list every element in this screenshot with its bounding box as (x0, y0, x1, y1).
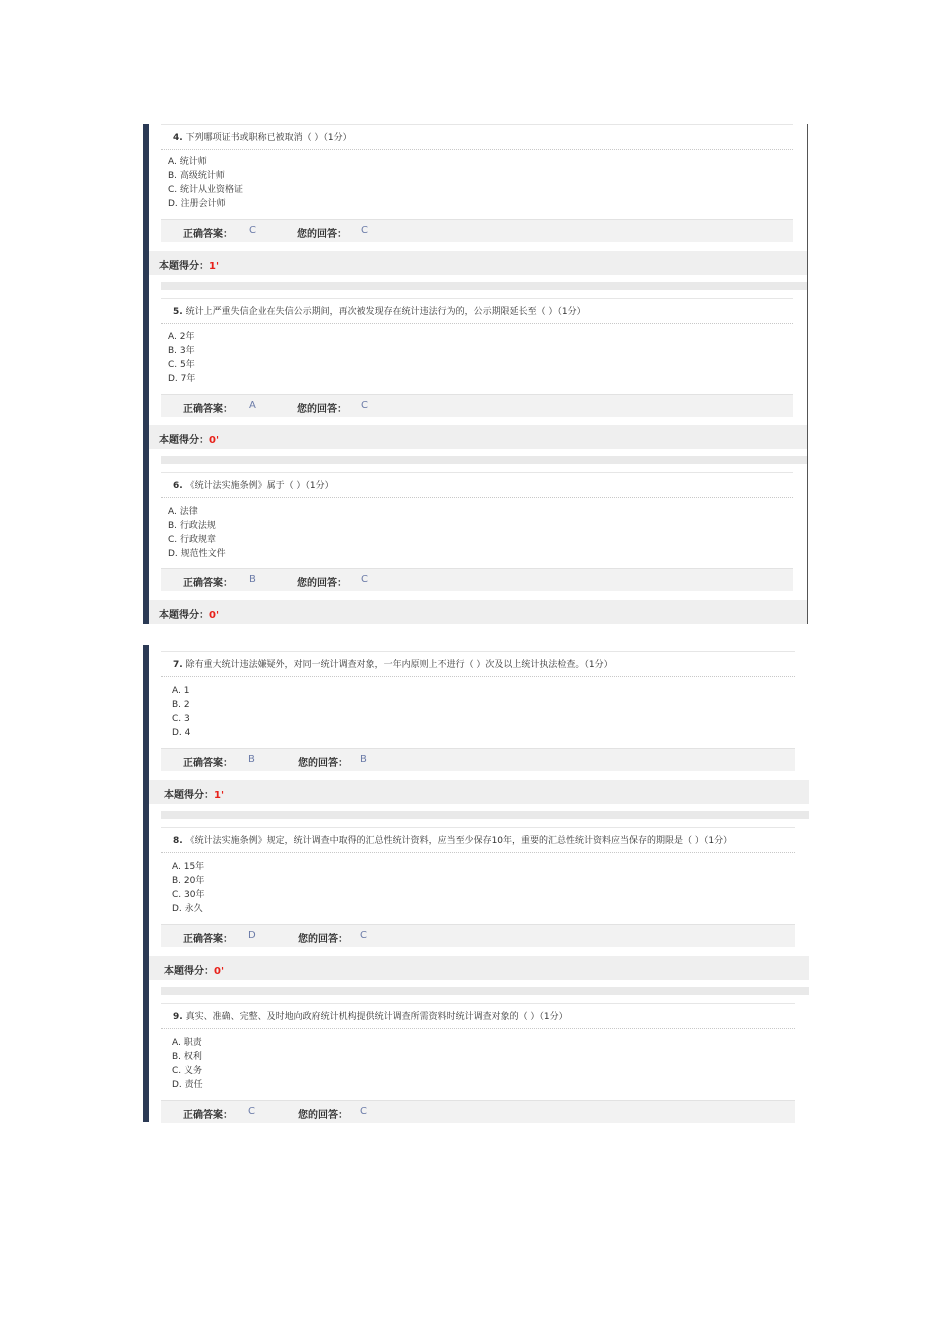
answer-bar (161, 568, 793, 591)
score-bar (149, 956, 809, 980)
option-a: A. 统计师 (168, 157, 207, 167)
score-bar (149, 600, 807, 624)
option-b: B. 权利 (172, 1052, 202, 1062)
option-b: B. 2 (172, 700, 190, 710)
option-d: D. 4 (172, 728, 191, 738)
option-d: D. 永久 (172, 904, 203, 914)
your-answer-label: 您的回答： (298, 934, 348, 945)
question-title (173, 304, 586, 317)
answer-bar (161, 394, 793, 417)
score-value: 0' (214, 966, 225, 977)
correct-answer-label: 正确答案： (183, 1110, 233, 1121)
question-text: 除有重大统计违法嫌疑外，对同一统计调查对象，一年内原则上不进行（ ）次及以上统计执法检查。（1分） (185, 660, 613, 670)
your-answer-value: C (361, 400, 368, 411)
answer-bar (161, 924, 795, 947)
score-label: 本题得分：0' (164, 966, 225, 977)
answer-bar (161, 1100, 795, 1123)
question-text: 下列哪项证书或职称已被取消（ ）（1分） (185, 133, 352, 143)
option-b: B. 3年 (168, 346, 195, 356)
score-label: 本题得分：0' (159, 435, 220, 446)
question-number: 6. (173, 481, 183, 491)
question-separator (161, 811, 809, 819)
option-list (168, 505, 226, 561)
correct-answer-value: B (249, 574, 256, 585)
option-c: C. 5年 (168, 360, 195, 370)
question-separator (161, 456, 807, 464)
question-number: 4. (173, 133, 183, 143)
score-bar (149, 425, 807, 449)
option-list (172, 860, 204, 916)
your-answer-value: C (360, 930, 367, 941)
correct-answer-label: 正确答案： (183, 404, 233, 415)
option-a: A. 1 (172, 686, 190, 696)
option-d: D. 注册会计师 (168, 199, 226, 209)
correct-answer-value: A (249, 400, 256, 411)
question-header (161, 1003, 795, 1029)
option-c: C. 行政规章 (168, 535, 217, 545)
your-answer-label: 您的回答： (297, 229, 347, 240)
option-c: C. 30年 (172, 890, 205, 900)
option-d: D. 7年 (168, 374, 196, 384)
option-c: C. 3 (172, 714, 190, 724)
question-text: 《统计法实施条例》属于（ ）（1分） (185, 481, 334, 491)
option-b: B. 行政法规 (168, 521, 216, 531)
correct-answer-label: 正确答案： (183, 758, 233, 769)
your-answer-label: 您的回答： (297, 404, 347, 415)
answer-bar (161, 748, 795, 771)
option-a: A. 法律 (168, 507, 198, 517)
question-text: 真实、准确、完整、及时地向政府统计机构提供统计调查所需资料时统计调查对象的（ ）（1分） (185, 1012, 568, 1022)
question-separator (161, 987, 809, 995)
score-bar (149, 780, 809, 804)
option-d: D. 责任 (172, 1080, 203, 1090)
score-label: 本题得分：1' (159, 261, 220, 272)
correct-answer-value: B (248, 754, 255, 765)
question-number: 7. (173, 660, 183, 670)
score-value: 1' (209, 261, 220, 272)
correct-answer-value: C (249, 225, 256, 236)
score-value: 0' (209, 610, 220, 621)
question-title (173, 130, 352, 143)
question-header (161, 651, 795, 677)
question-text: 《统计法实施条例》规定，统计调查中取得的汇总性统计资料，应当至少保存10年，重要的汇总性统计资料应当保存的期限是（ ）（1分） (185, 836, 733, 846)
option-list (168, 330, 195, 386)
question-separator (161, 282, 807, 290)
option-b: B. 高级统计师 (168, 171, 225, 181)
score-bar (149, 251, 807, 275)
option-b: B. 20年 (172, 876, 205, 886)
your-answer-label: 您的回答： (298, 758, 348, 769)
your-answer-label: 您的回答： (298, 1110, 348, 1121)
score-label: 本题得分：1' (164, 790, 225, 801)
question-number: 5. (173, 307, 183, 317)
your-answer-value: C (361, 225, 368, 236)
option-d: D. 规范性文件 (168, 549, 226, 559)
answer-bar (161, 219, 793, 242)
question-title (173, 478, 334, 491)
score-value: 0' (209, 435, 220, 446)
your-answer-value: C (361, 574, 368, 585)
question-header (161, 298, 793, 324)
option-a: A. 15年 (172, 862, 205, 872)
option-list (172, 684, 190, 740)
option-list (168, 155, 243, 211)
question-header (161, 124, 793, 150)
question-header (161, 827, 795, 853)
correct-answer-value: D (248, 930, 256, 941)
option-list (172, 1036, 203, 1092)
question-title (173, 1009, 568, 1022)
correct-answer-label: 正确答案： (183, 578, 233, 589)
quiz-panel (143, 645, 809, 1122)
correct-answer-value: C (248, 1106, 255, 1117)
quiz-panel (143, 124, 808, 624)
correct-answer-label: 正确答案： (183, 229, 233, 240)
question-number: 9. (173, 1012, 183, 1022)
your-answer-value: B (360, 754, 367, 765)
score-value: 1' (214, 790, 225, 801)
option-a: A. 2年 (168, 332, 195, 342)
score-label: 本题得分：0' (159, 610, 220, 621)
question-title (173, 657, 613, 670)
question-text: 统计上严重失信企业在失信公示期间，再次被发现存在统计违法行为的，公示期限延长至（ ）（1分） (185, 307, 586, 317)
correct-answer-label: 正确答案： (183, 934, 233, 945)
question-header (161, 472, 793, 498)
question-title (173, 833, 732, 846)
option-a: A. 职责 (172, 1038, 202, 1048)
question-number: 8. (173, 836, 183, 846)
your-answer-value: C (360, 1106, 367, 1117)
option-c: C. 统计从业资格证 (168, 185, 244, 195)
option-c: C. 义务 (172, 1066, 203, 1076)
your-answer-label: 您的回答： (297, 578, 347, 589)
